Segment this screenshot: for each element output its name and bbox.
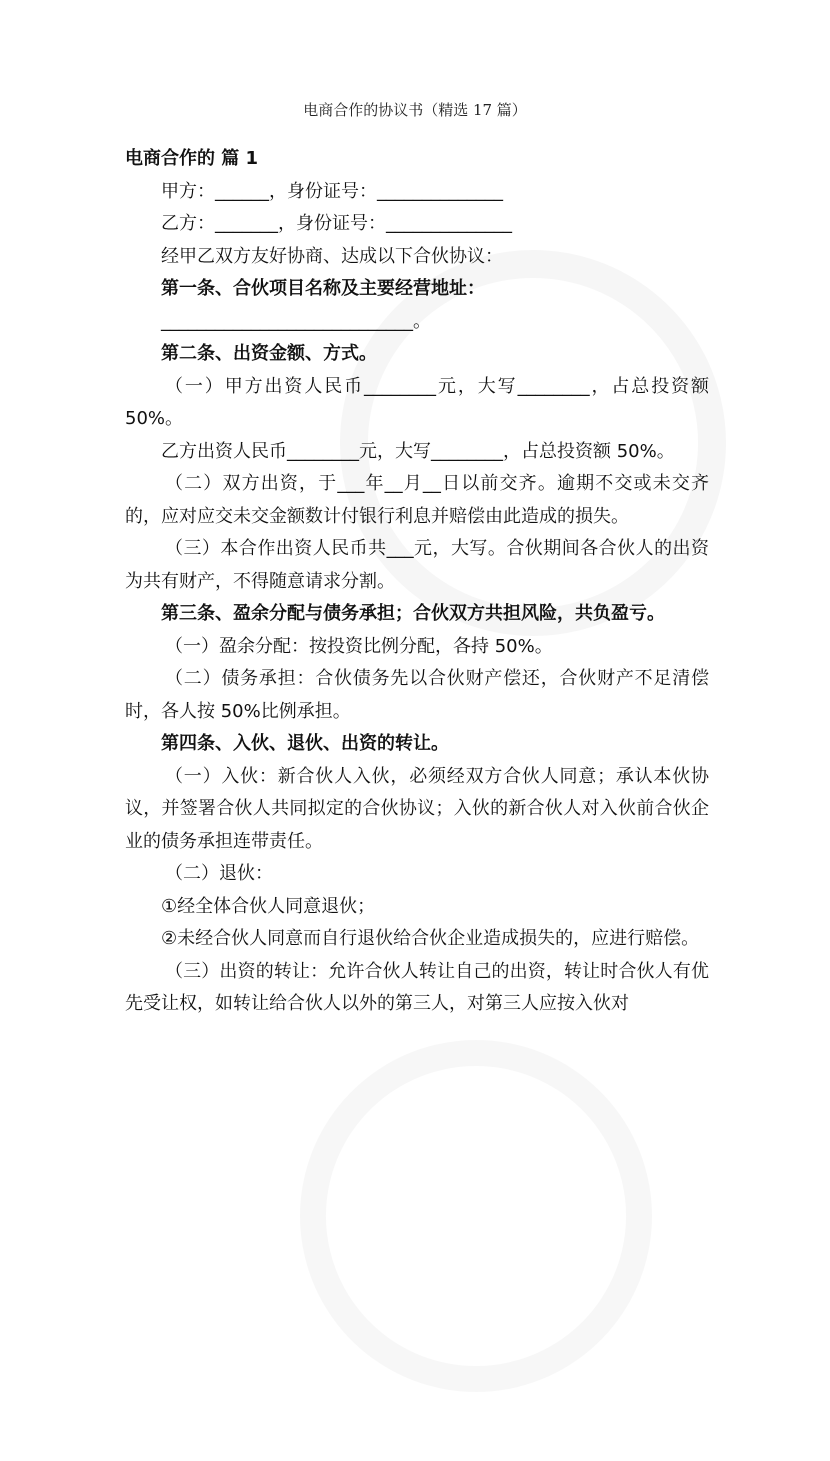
article-4-item-2a: ①经全体合伙人同意退伙； [161, 895, 376, 917]
article-3-heading: 第三条、盈余分配与债务承担；合伙双方共担风险，共负盈亏。 [161, 603, 665, 624]
article-3-item-2: （二）债务承担：合伙债务先以合伙财产偿还，合伙财产不足清偿时，各人按 50%比例承担。 [125, 668, 709, 722]
article-1-heading: 第一条、合伙项目名称及主要经营地址： [161, 278, 485, 299]
article-4-item-3: （三）出资的转让：允许合伙人转让自己的出资，转让时合伙人有优先受让权，如转让给合伙人以外的第三人，对第三人应按入伙对 [125, 960, 709, 1014]
party-b-line: 乙方：_______，身份证号：______________ [161, 213, 512, 234]
article-2-item-3: （三）本合作出资人民币共___元，大写。合伙期间各合伙人的出资为共有财产，不得随意请求分割。 [125, 538, 709, 592]
article-2-item-1b: 乙方出资人民币________元，大写________，占总投资额 50%。 [161, 440, 675, 462]
document-body [125, 143, 709, 1021]
article-4-item-1: （一）入伙：新合伙人入伙，必须经双方合伙人同意；承认本伙协议，并签署合伙人共同拟定的合伙协议；入伙的新合伙人对入伙前合伙企业的债务承担连带责任。 [125, 765, 709, 852]
section-heading: 电商合作的 篇 1 [125, 148, 259, 169]
article-2-item-2: （二）双方出资，于___年__月__日以前交齐。逾期不交或未交齐的，应对应交未交金额数计付银行利息并赔偿由此造成的损失。 [125, 473, 709, 527]
article-2-item-1: （一）甲方出资人民币________元，大写________，占总投资额 50%。 [125, 375, 709, 429]
article-4-item-2b: ②未经合伙人同意而自行退伙给合伙企业造成损失的，应进行赔偿。 [161, 928, 700, 949]
watermark-seal-bottom [231, 971, 721, 1461]
intro-paragraph: 经甲乙双方友好协商、达成以下合伙协议： [161, 245, 503, 267]
document-title: 电商合作的协议书（精选 17 篇） [303, 101, 527, 119]
article-4-heading: 第四条、入伙、退伙、出资的转让。 [161, 733, 449, 754]
article-2-heading: 第二条、出资金额、方式。 [161, 343, 377, 364]
article-4-item-2: （二）退伙： [165, 863, 273, 884]
party-a-line: 甲方：______，身份证号：______________ [161, 180, 503, 202]
article-3-item-1: （一）盈余分配：按投资比例分配，各持 50%。 [165, 635, 553, 657]
article-1-blank: ____________________________。 [161, 310, 431, 332]
